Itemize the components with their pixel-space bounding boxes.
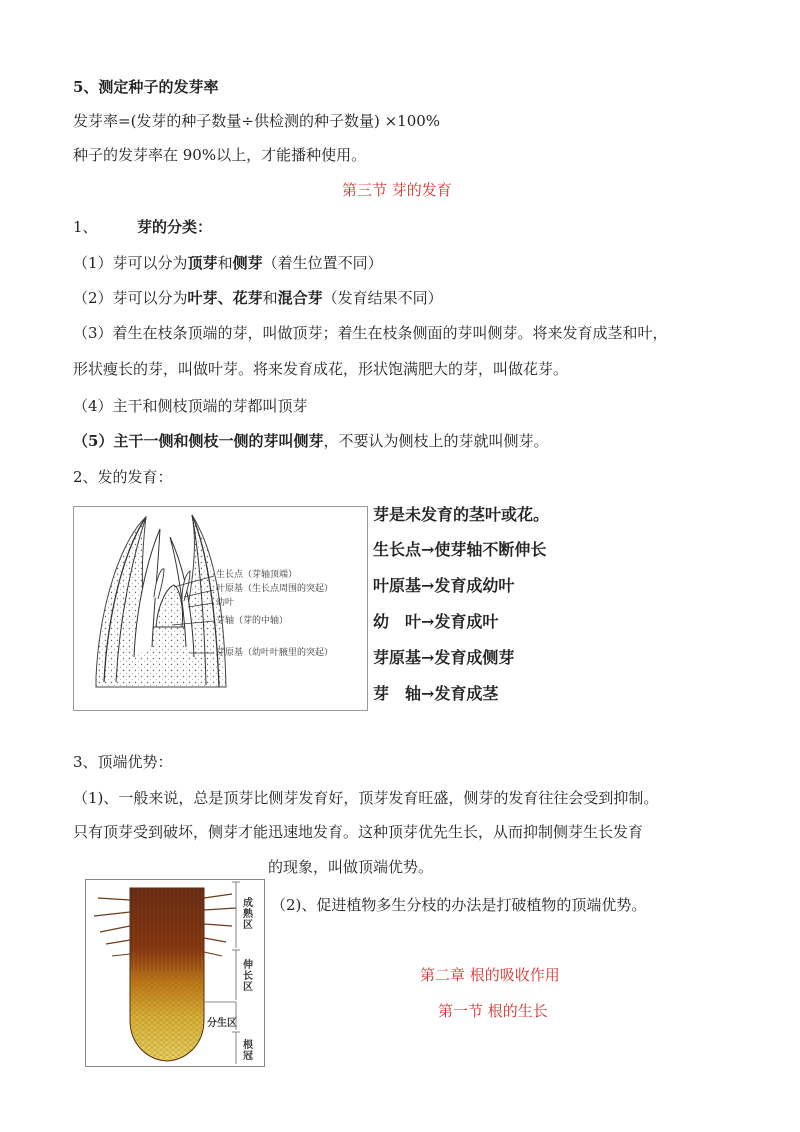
- development-point-2: 生长点→使芽轴不断伸长: [373, 540, 547, 559]
- development-point-5: 芽原基→发育成侧芽: [373, 648, 515, 667]
- germination-formula: 发芽率=(发芽的种子数量÷供检测的种子数量) ×100%: [73, 112, 441, 130]
- classification-number: 1、: [73, 218, 98, 236]
- classification-item-5: （5）主干一侧和侧枝一侧的芽叫侧芽，不要认为侧枝上的芽就叫侧芽。: [73, 432, 549, 450]
- classification-item-3-line2: 形状瘦长的芽，叫做叶芽。将来发育成花，形状饱满肥大的芽，叫做花芽。: [73, 360, 569, 378]
- development-point-1: 芽是未发育的茎叶或花。: [373, 505, 550, 524]
- figure-label-growth-point: 生长点（芽轴顶端）: [216, 570, 298, 580]
- classification-item-2: （2）芽可以分为叶芽、花芽和混合芽（发育结果不同）: [73, 289, 443, 307]
- root-tip-diagram: [85, 879, 265, 1067]
- figure-label-bud-axis: 芽轴（芽的中轴）: [216, 616, 289, 626]
- figure-label-young-leaf: 幼叶: [216, 598, 235, 608]
- section3-title: 第三节 芽的发育: [342, 181, 452, 199]
- development-point-4: 幼 叶→发育成叶: [373, 612, 499, 631]
- classification-item-3-line1: （3）着生在枝条顶端的芽，叫做顶芽；着生在枝条侧面的芽叫侧芽。将来发育成茎和叶，: [73, 324, 668, 342]
- bud-diagram: [73, 506, 368, 711]
- apical-p1-line1: （1)、一般来说，总是顶芽比侧芽发育好，顶芽发育旺盛，侧芽的发育往往会受到抑制。: [73, 789, 659, 807]
- germination-note: 种子的发芽率在 90%以上，才能播种使用。: [73, 146, 367, 164]
- apical-p1-line2: 只有顶芽受到破坏，侧芽才能迅速地发育。这种顶芽优先生长，从而抑制侧芽生长发育: [73, 823, 644, 841]
- development-heading: 2、发的发育：: [73, 468, 173, 486]
- section5-title: 5、测定种子的发芽率: [73, 78, 219, 96]
- chapter2-title: 第二章 根的吸收作用: [420, 966, 560, 984]
- apical-p1-line3: 的现象，叫做顶端优势。: [268, 858, 434, 876]
- apical-heading: 3、顶端优势：: [73, 753, 173, 771]
- figure-label-leaf-primordium: 叶原基（生长点周围的突起）: [216, 584, 334, 594]
- classification-heading: 芽的分类：: [137, 218, 213, 236]
- root-zone-cap-label: 根冠: [243, 1040, 253, 1062]
- classification-item-4: （4）主干和侧枝顶端的芽都叫顶芽: [73, 397, 308, 415]
- root-zone-meristem-label: 分生区: [207, 1018, 237, 1029]
- root-tip-illustration: [86, 880, 264, 1066]
- development-point-3: 叶原基→发育成幼叶: [373, 576, 515, 595]
- chapter2-section1-title: 第一节 根的生长: [438, 1002, 548, 1020]
- root-zone-elongation-label: 伸长区: [243, 960, 253, 993]
- development-point-6: 芽 轴→发育成茎: [373, 684, 499, 703]
- root-zone-maturation-label: 成熟区: [243, 898, 253, 931]
- figure-label-bud-primordium: 芽原基（幼叶叶腋里的突起）: [216, 648, 334, 658]
- apical-p2: （2)、促进植物多生分枝的办法是打破植物的顶端优势。: [271, 896, 647, 914]
- classification-item-1: （1）芽可以分为顶芽和侧芽（着生位置不同）: [73, 254, 383, 272]
